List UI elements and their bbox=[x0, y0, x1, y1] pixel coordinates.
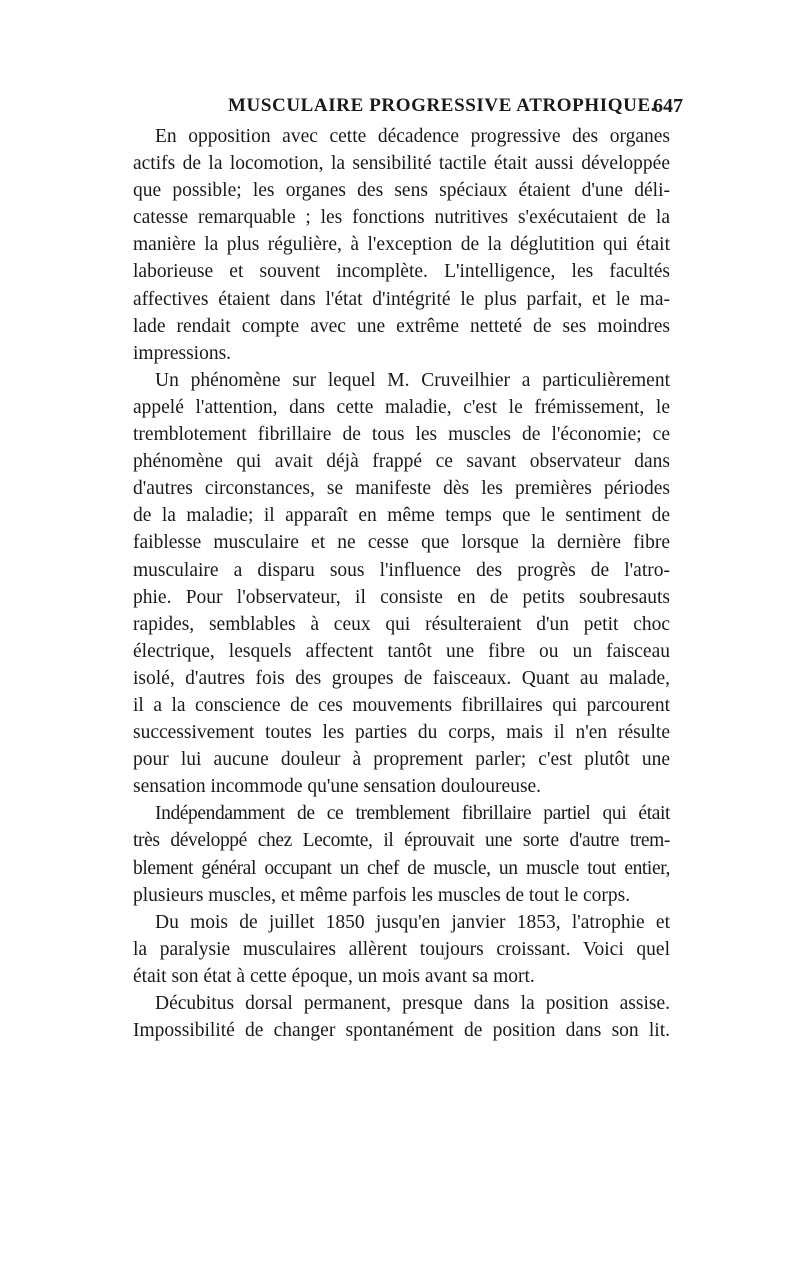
text-line: manière la plus régulière, à l'exception de la déglutition qui était bbox=[133, 234, 670, 256]
text-line: phie. Pour l'observateur, il consiste en de petits soubresauts bbox=[133, 586, 670, 608]
text-line: musculaire a disparu sous l'influence des progrès de l'atro- bbox=[133, 559, 670, 581]
text-line: successivement toutes les parties du corps, mais il n'en résulte bbox=[133, 722, 670, 744]
text-line: sensation incommode qu'une sensation douloureuse. bbox=[133, 776, 542, 798]
text-line: Impossibilité de changer spontanément de position dans son lit. bbox=[133, 1020, 670, 1042]
text-line: Du mois de juillet 1850 jusqu'en janvier 1853, l'atrophie et bbox=[155, 911, 670, 933]
text-line: En opposition avec cette décadence progressive des organes bbox=[155, 126, 670, 147]
text-line: rapides, semblables à ceux qui résulteraient d'un petit choc bbox=[133, 613, 670, 635]
text-line: impressions. bbox=[133, 342, 232, 364]
running-head bbox=[228, 95, 683, 123]
body-text bbox=[133, 123, 670, 1044]
text-line: actifs de la locomotion, la sensibilité tactile était aussi développée bbox=[133, 153, 670, 175]
text-line: catesse remarquable ; les fonctions nutritives s'exécutaient de la bbox=[133, 207, 670, 229]
text-line: Décubitus dorsal permanent, presque dans la position assise. bbox=[155, 993, 670, 1014]
text-line: d'autres circonstances, se manifeste dès les premières périodes bbox=[133, 478, 670, 500]
text-line: lade rendait compte avec une extrême netteté de ses moindres bbox=[133, 315, 670, 337]
text-line: pour lui aucune douleur à proprement parler; c'est plutôt une bbox=[133, 749, 670, 771]
text-line: phénomène qui avait déjà frappé ce savant observateur dans bbox=[133, 451, 670, 473]
text-line: laborieuse et souvent incomplète. L'intelligence, les facultés bbox=[133, 261, 670, 283]
text-line: très développé chez Lecomte, il éprouvait une sorte d'autre trem- bbox=[133, 830, 670, 852]
text-line: tremblotement fibrillaire de tous les muscles de l'économie; ce bbox=[133, 424, 670, 446]
text-line: plusieurs muscles, et même parfois les muscles de tout le corps. bbox=[133, 884, 631, 906]
text-line: la paralysie musculaires allèrent toujours croissant. Voici quel bbox=[133, 938, 670, 960]
text-line: Un phénomène sur lequel M. Cruveilhier a particulièrement bbox=[155, 369, 670, 391]
text-line: faiblesse musculaire et ne cesse que lorsque la dernière fibre bbox=[133, 532, 670, 554]
text-line: était son état à cette époque, un mois avant sa mort. bbox=[133, 965, 535, 987]
text-line: que possible; les organes des sens spéciaux étaient d'une déli- bbox=[133, 180, 670, 202]
text-line: Indépendamment de ce tremblement fibrillaire partiel qui était bbox=[155, 803, 670, 825]
running-head-title: MUSCULAIRE PROGRESSIVE ATROPHIQUE. bbox=[228, 95, 657, 116]
text-line: appelé l'attention, dans cette maladie, c'est le frémissement, le bbox=[133, 396, 670, 418]
text-line: il a la conscience de ces mouvements fibrillaires qui parcourent bbox=[133, 694, 670, 716]
text-line: de la maladie; il apparaît en même temps que le sentiment de bbox=[133, 505, 670, 527]
text-line: isolé, d'autres fois des groupes de faisceaux. Quant au malade, bbox=[133, 667, 670, 689]
text-line: blement général occupant un chef de muscle, un muscle tout entier, bbox=[133, 857, 670, 879]
page-number: 647 bbox=[653, 95, 683, 117]
text-line: affectives étaient dans l'état d'intégrité le plus parfait, et le ma- bbox=[133, 288, 670, 310]
text-line: électrique, lesquels affectent tantôt une fibre ou un faisceau bbox=[133, 640, 670, 662]
